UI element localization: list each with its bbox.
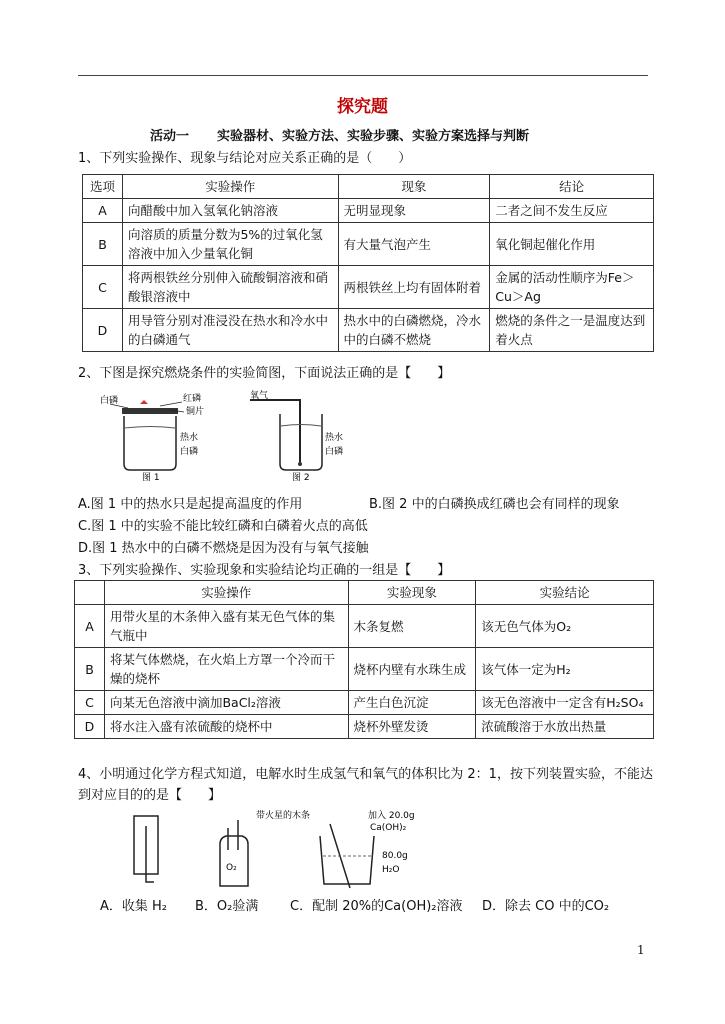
- figure-label: 热水: [325, 433, 344, 443]
- q4-option-c: C．配制 20%的Ca(OH)₂溶液: [290, 899, 463, 914]
- apparatus-figure: [120, 806, 440, 892]
- figure-label: 红磷: [183, 394, 202, 404]
- conclusion-cell: 氧化铜起催化作用: [490, 223, 654, 266]
- figure-label: 白磷: [100, 396, 119, 406]
- header-cell: 实验操作: [104, 581, 348, 605]
- add-label: 加入 20.0g: [368, 811, 415, 821]
- option-cell: A: [75, 605, 105, 648]
- header-cell: 结论: [490, 175, 654, 199]
- operation-cell: 用带火星的木条伸入盛有某无色气体的集气瓶中: [104, 605, 348, 648]
- q2-option-c: C.图 1 中的实验不能比较红磷和白磷着火点的高低: [78, 519, 368, 534]
- conclusion-cell: 该气体一定为H₂: [476, 648, 654, 691]
- table-header-row: [83, 175, 654, 199]
- table-row: [83, 223, 654, 266]
- figure-label: 氧气: [250, 391, 269, 401]
- phenomenon-cell: 热水中的白磷燃烧，冷水中的白磷不燃烧: [338, 309, 490, 352]
- table-row: [83, 199, 654, 223]
- apparatus-c: [320, 809, 415, 888]
- header-cell: 实验操作: [122, 175, 338, 199]
- conclusion-cell: 浓硫酸溶于水放出热量: [476, 715, 654, 739]
- apparatus-b: [220, 809, 310, 886]
- page-number: 1: [637, 943, 645, 957]
- conclusion-cell: 燃烧的条件之一是温度达到着火点: [490, 309, 654, 352]
- table-header-row: [75, 581, 654, 605]
- water-surface: [125, 427, 175, 429]
- header-cell: [75, 581, 105, 605]
- phenomenon-cell: 烧杯内壁有水珠生成: [348, 648, 476, 691]
- q4-option-b: B．O₂验满: [195, 899, 259, 914]
- option-cell: B: [75, 648, 105, 691]
- header-cell: 现象: [338, 175, 490, 199]
- operation-cell: 向溶质的质量分数为5%的过氧化氢溶液中加入少量氧化铜: [122, 223, 338, 266]
- figure-caption: 图 1: [142, 473, 160, 483]
- option-cell: D: [83, 309, 123, 352]
- figure-label: 铜片: [186, 407, 205, 417]
- operation-cell: 将水注入盛有浓硫酸的烧杯中: [104, 715, 348, 739]
- operation-cell: 将两根铁丝分别伸入硫酸铜溶液和硝酸银溶液中: [122, 266, 338, 309]
- table-row: [75, 605, 654, 648]
- white-phosphorus: [298, 462, 302, 466]
- header-rule: [78, 75, 648, 76]
- q2-option-a: A.图 1 中的热水只是起提高温度的作用: [78, 497, 303, 512]
- copper-plate: [122, 408, 178, 414]
- figure-1: [100, 392, 204, 483]
- operation-cell: 将某气体燃烧，在火焰上方罩一个冷而干燥的烧杯: [104, 648, 348, 691]
- option-cell: B: [83, 223, 123, 266]
- operation-cell: 向醋酸中加入氢氧化钠溶液: [122, 199, 338, 223]
- activity-topic: 实验器材、实验方法、实验步骤、实验方案选择与判断: [217, 129, 530, 144]
- table-row: [75, 648, 654, 691]
- header-cell: 实验现象: [348, 581, 476, 605]
- figure-label: 热水: [180, 433, 199, 443]
- figure-caption: 图 2: [292, 473, 310, 483]
- question-3-table: [74, 580, 654, 739]
- o2-label: O₂: [226, 863, 237, 873]
- oxygen-tube: [250, 400, 300, 462]
- phenomenon-cell: 烧杯外壁发烫: [348, 715, 476, 739]
- figure-label: 白磷: [180, 447, 199, 457]
- option-cell: D: [75, 715, 105, 739]
- header-cell: 选项: [83, 175, 123, 199]
- phenomenon-cell: 有大量气泡产生: [338, 223, 490, 266]
- q4-option-d: D．除去 CO 中的CO₂: [482, 899, 610, 914]
- activity-subtitle: [150, 125, 529, 144]
- table-row: [83, 266, 654, 309]
- header-cell: 实验结论: [476, 581, 654, 605]
- option-cell: C: [75, 691, 105, 715]
- figure-label: 白磷: [325, 447, 344, 457]
- question-4-text: 4、小明通过化学方程式知道，电解水时生成氢气和氧气的体积比为 2：1，按下列装置实验，不能达到对应目的的是【 】: [78, 767, 653, 803]
- flame-icon: [140, 400, 148, 404]
- phenomenon-cell: 两根铁丝上均有固体附着: [338, 266, 490, 309]
- option-cell: A: [83, 199, 123, 223]
- table-row: [83, 309, 654, 352]
- question-1-text: 1、下列实验操作、现象与结论对应关系正确的是（ ）: [78, 151, 412, 166]
- table-row: [75, 691, 654, 715]
- q2-option-b: B.图 2 中的白磷换成红磷也会有同样的现象: [369, 497, 620, 512]
- phenomenon-cell: 木条复燃: [348, 605, 476, 648]
- question-3-text: 3、下列实验操作、实验现象和实验结论均正确的一组是【 】: [78, 563, 451, 578]
- table-row: [75, 715, 654, 739]
- phenomenon-cell: 产生白色沉淀: [348, 691, 476, 715]
- conclusion-cell: 金属的活动性顺序为Fe＞Cu＞Ag: [490, 266, 654, 309]
- phenomenon-cell: 无明显现象: [338, 199, 490, 223]
- q4-option-a: A．收集 H₂: [100, 899, 168, 914]
- leader-line: [160, 402, 182, 406]
- conclusion-cell: 该无色溶液中一定含有H₂SO₄: [476, 691, 654, 715]
- question-1-table: [82, 174, 654, 352]
- conclusion-cell: 二者之间不发生反应: [490, 199, 654, 223]
- q2-option-d: D.图 1 热水中的白磷不燃烧是因为没有与氧气接触: [78, 541, 369, 556]
- operation-cell: 向某无色溶液中滴加BaCl₂溶液: [104, 691, 348, 715]
- beaker-1: [124, 416, 176, 470]
- caoh2-label: Ca(OH)₂: [370, 823, 407, 833]
- splint-label: 带火星的木条: [256, 811, 311, 821]
- water-mass-label: 80.0g: [382, 851, 408, 861]
- activity-label: 活动一: [150, 129, 190, 144]
- page-title: 探究题: [337, 97, 388, 117]
- combustion-experiment-figure: [100, 391, 344, 483]
- apparatus-a: [134, 816, 158, 882]
- question-2-text: 2、下图是探究燃烧条件的实验简图，下面说法正确的是【 】: [78, 366, 451, 381]
- figure-2: [250, 389, 343, 483]
- conclusion-cell: 该无色气体为O₂: [476, 605, 654, 648]
- gas-bottle: [220, 836, 248, 886]
- water-label: H₂O: [382, 865, 400, 875]
- operation-cell: 用导管分别对准浸没在热水和冷水中的白磷通气: [122, 309, 338, 352]
- option-cell: C: [83, 266, 123, 309]
